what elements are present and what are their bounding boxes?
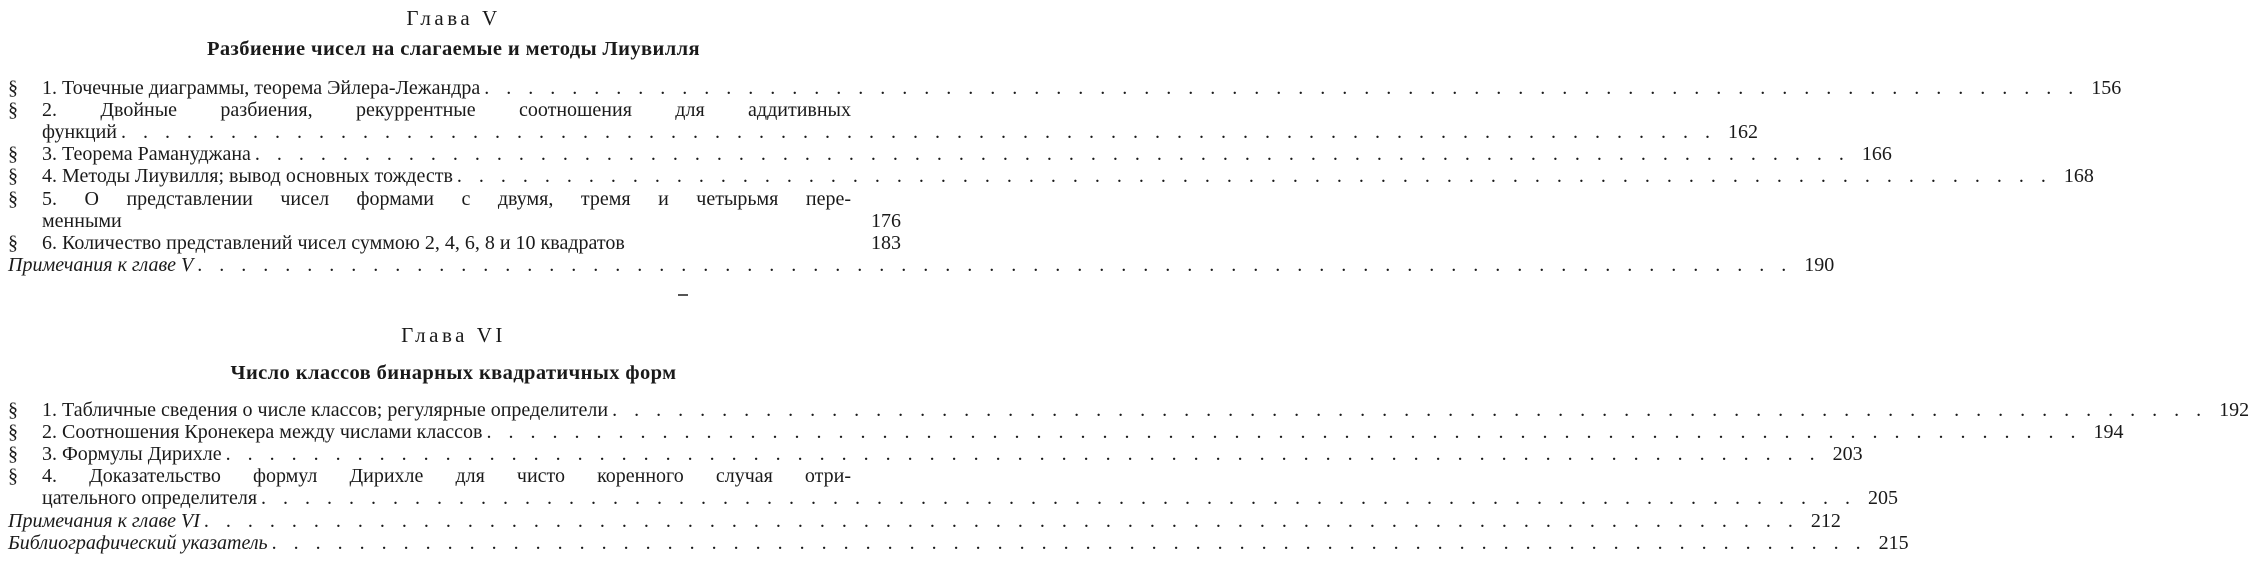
section-mark: § xyxy=(8,421,18,443)
page-number: 176 xyxy=(871,210,901,232)
page-number: 205 xyxy=(1868,487,1899,509)
dot-leader xyxy=(197,254,1792,276)
chapter-6-heading: Глава VI xyxy=(401,323,506,347)
section-mark: § xyxy=(8,443,18,465)
page-number: 183 xyxy=(871,232,901,254)
bibliography-text: Библиографический указатель xyxy=(8,532,268,554)
section-mark: § xyxy=(8,99,18,121)
dot-leader xyxy=(121,121,1716,143)
entry-text-continued: функций xyxy=(42,121,117,143)
page-number: 194 xyxy=(2093,421,2124,443)
entry-text: 5. О представлении чисел формами с двумя, тремя и четырьмя пере- xyxy=(42,188,851,210)
toc-entry xyxy=(8,232,901,254)
section-mark: § xyxy=(8,77,18,99)
dot-leader xyxy=(484,77,2079,99)
entry-text: 6. Количество представлений чисел суммою 2, 4, 6, 8 и 10 квадратов xyxy=(42,232,625,254)
dot-leader xyxy=(226,443,1821,465)
chapter-notes-text: Примечания к главе V xyxy=(8,254,194,276)
toc-entry xyxy=(8,465,901,487)
toc-entry xyxy=(8,254,1835,276)
page-number: 166 xyxy=(1861,143,1892,165)
toc-entry-continuation xyxy=(8,210,901,232)
dot-leader xyxy=(612,399,2207,421)
toc-entry-continuation xyxy=(8,487,1899,509)
chapter-notes-text: Примечания к главе VI xyxy=(8,510,200,532)
page-number: 190 xyxy=(1804,254,1835,276)
toc-entry xyxy=(8,99,901,121)
section-mark: § xyxy=(8,143,18,165)
page-number: 212 xyxy=(1810,510,1841,532)
dot-leader xyxy=(204,510,1799,532)
page-number: 162 xyxy=(1728,121,1758,143)
dot-leader xyxy=(272,532,1867,554)
entry-text: 2. Двойные разбиения, рекуррентные соотношения для аддитивных xyxy=(42,99,851,121)
section-mark: § xyxy=(8,399,18,421)
section-mark: § xyxy=(8,232,18,254)
toc-entry xyxy=(8,510,1841,532)
section-mark: § xyxy=(8,165,18,187)
toc-entry xyxy=(8,165,2094,187)
entry-text: 3. Теорема Рамануджана xyxy=(42,143,251,165)
entry-text: 4. Методы Лиувилля; вывод основных тождеств xyxy=(42,165,453,187)
page-number: 192 xyxy=(2219,399,2249,421)
page-number: 215 xyxy=(1878,532,1909,554)
toc-entry xyxy=(8,399,2249,421)
dot-leader xyxy=(255,143,1850,165)
entry-text: 1. Точечные диаграммы, теорема Эйлера-Лежандра xyxy=(42,77,481,99)
entry-text: 4. Доказательство формул Дирихле для чисто коренного случая отри- xyxy=(42,465,851,487)
toc-entry-continuation xyxy=(8,121,1758,143)
toc-entry xyxy=(8,532,1909,554)
toc-entry xyxy=(8,443,1863,465)
chapter-5-title: Разбиение чисел на слагаемые и методы Лиувилля xyxy=(206,38,701,60)
entry-text: 2. Соотношения Кронекера между числами классов xyxy=(42,421,483,443)
toc-entry xyxy=(8,143,1892,165)
toc-entry xyxy=(8,188,901,210)
entry-text-continued: менными xyxy=(42,210,122,232)
print-speck xyxy=(678,294,688,296)
page-number: 156 xyxy=(2091,77,2122,99)
entry-text: 3. Формулы Дирихле xyxy=(42,443,222,465)
section-mark: § xyxy=(8,465,18,487)
chapter-6-title: Число классов бинарных квадратичных форм xyxy=(230,362,677,384)
section-mark: § xyxy=(8,188,18,210)
chapter-5-heading: Глава V xyxy=(406,6,501,30)
entry-text: 1. Табличные сведения о числе классов; регулярные определители xyxy=(42,399,609,421)
dot-leader xyxy=(486,421,2081,443)
page-number: 203 xyxy=(1832,443,1863,465)
entry-text-continued: цательного определителя xyxy=(42,487,258,509)
dot-leader xyxy=(457,165,2052,187)
toc-entry xyxy=(8,421,2124,443)
dot-leader xyxy=(261,487,1856,509)
toc-entry xyxy=(8,77,2122,99)
page-number: 168 xyxy=(2063,165,2094,187)
